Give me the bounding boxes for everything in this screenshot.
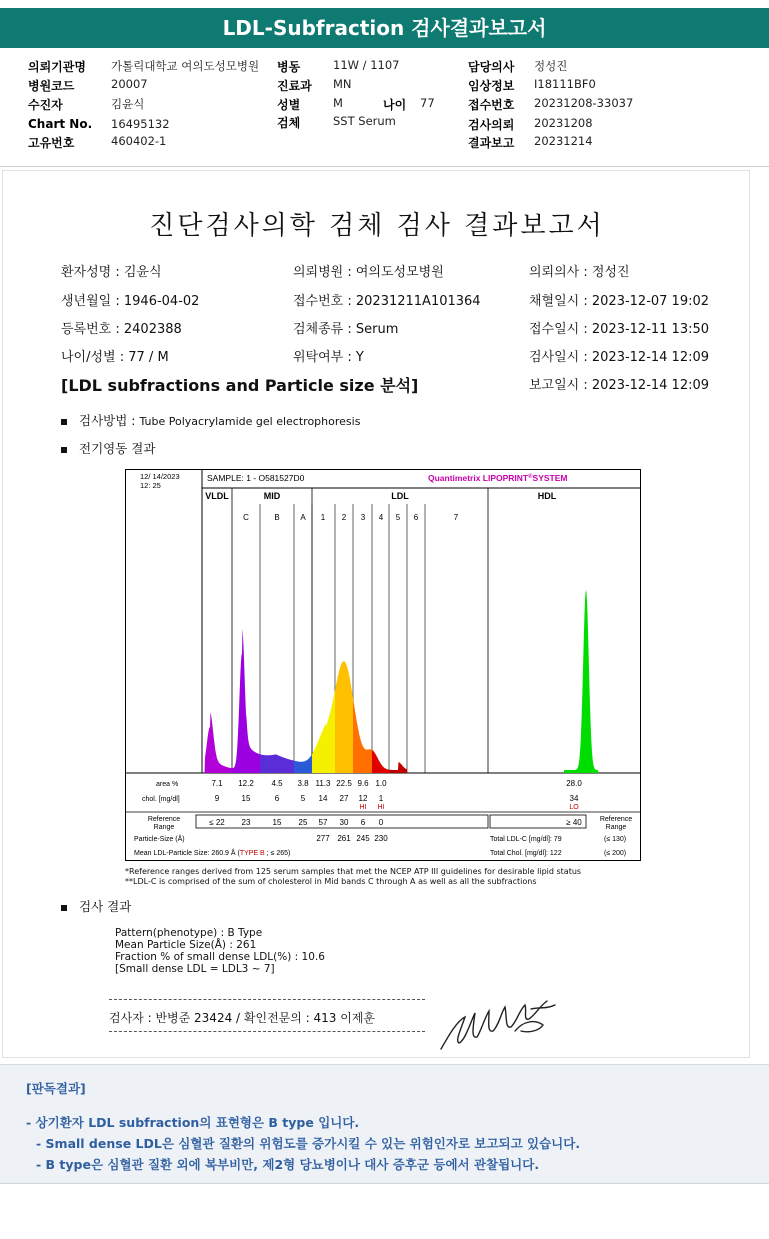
flag-hi: HI bbox=[359, 804, 367, 811]
signature-bottom-line bbox=[109, 1031, 425, 1032]
doc-title: 진단검사의학 검체 검사 결과보고서 bbox=[149, 211, 605, 241]
doctor-value: 정성진 bbox=[534, 59, 568, 73]
hospital-code-label: 병원코드 bbox=[28, 79, 75, 93]
area-value: 11.3 bbox=[315, 779, 331, 788]
signature-text: 검사자 : 반병준 23424 / 확인전문의 : 413 이제훈 bbox=[109, 1011, 376, 1025]
curve-segment-5 bbox=[312, 690, 335, 773]
test-request-label: 검사의뢰 bbox=[468, 118, 515, 132]
test-time: 검사일시 : 2023-12-14 12:09 bbox=[529, 350, 710, 365]
chol-value: 12 bbox=[358, 794, 368, 803]
curve-segment-2 bbox=[232, 629, 260, 773]
band-label-C: C bbox=[243, 513, 249, 522]
ref-label-line1: Reference bbox=[147, 816, 181, 823]
chol-value: 6 bbox=[274, 794, 280, 803]
total-ldl: Total LDL-C [mg/dl]: 79 bbox=[490, 836, 562, 843]
header-divider bbox=[0, 166, 769, 167]
area-value: 12.2 bbox=[238, 779, 254, 788]
header-info bbox=[0, 50, 769, 168]
group-label-vldl: VLDL bbox=[205, 491, 229, 501]
collection-time: 채혈일시 : 2023-12-07 19:02 bbox=[529, 294, 710, 309]
curve-segment-10 bbox=[564, 590, 602, 773]
unique-no-label: 고유번호 bbox=[28, 136, 75, 150]
area-value: 4.5 bbox=[271, 779, 283, 788]
particle-value: 277 bbox=[316, 834, 330, 843]
clinical-value: I18111BF0 bbox=[534, 77, 596, 91]
note-line: *Reference ranges derived from 125 serum samples that met the NCEP ATP III guidelines for desirable lipid status bbox=[125, 867, 582, 876]
band-label-4: 4 bbox=[378, 513, 384, 522]
report-title: LDL-Subfraction 검사결과보고서 bbox=[0, 8, 769, 48]
chart-no-label: Chart No. bbox=[28, 117, 93, 131]
chart-system-title: Quantimetrix LIPOPRINT®SYSTEM bbox=[428, 473, 568, 483]
ref-label-line2: Range bbox=[153, 824, 175, 831]
curve-segment-1 bbox=[204, 712, 232, 773]
area-value: 22.5 bbox=[336, 779, 352, 788]
curve-segment-6 bbox=[335, 661, 353, 773]
recipient-label: 수진자 bbox=[28, 98, 63, 112]
unique-no-value: 460402-1 bbox=[111, 134, 167, 148]
lipoprint-svg bbox=[126, 470, 640, 860]
electrophoresis-label: 전기영동 결과 bbox=[79, 441, 156, 456]
flag-lo: LO bbox=[569, 804, 579, 811]
ref-value: 57 bbox=[318, 818, 328, 827]
total-ldl-ref: (≤ 130) bbox=[604, 836, 627, 843]
receipt-time: 접수일시 : 2023-12-11 13:50 bbox=[529, 322, 710, 337]
interpretation-title: [판독결과] bbox=[26, 1081, 86, 1096]
pattern-line: Pattern(phenotype) : B Type bbox=[115, 927, 263, 939]
chol-value: 15 bbox=[241, 794, 251, 803]
result-report-label: 결과보고 bbox=[468, 136, 515, 150]
receipt-no: 접수번호 : 20231211A101364 bbox=[293, 294, 481, 309]
note-line: **LDL-C is comprised of the sum of cholesterol in Mid bands C through A as well as all the subfractions bbox=[125, 877, 537, 886]
chol-value: 1 bbox=[378, 794, 384, 803]
ref-value: ≤ 22 bbox=[209, 818, 225, 827]
area-value: 28.0 bbox=[566, 779, 582, 788]
age-label: 나이 bbox=[383, 98, 407, 112]
area-label: area % bbox=[156, 781, 179, 788]
signature-icon bbox=[435, 991, 565, 1057]
requester-label: 의뢰기관명 bbox=[28, 60, 86, 74]
group-label-hdl: HDL bbox=[537, 491, 557, 501]
specimen-label: 검체 bbox=[277, 116, 301, 130]
particle-label: Particle-Size (Å) bbox=[134, 836, 185, 843]
report-time: 보고일시 : 2023-12-14 12:09 bbox=[529, 378, 710, 393]
reception-no-label: 접수번호 bbox=[468, 98, 515, 112]
ward-label: 병동 bbox=[277, 60, 301, 74]
result-label: 검사 결과 bbox=[79, 899, 132, 914]
flag-hi: HI bbox=[377, 804, 385, 811]
signature-top-line bbox=[109, 999, 425, 1000]
band-label-5: 5 bbox=[395, 513, 401, 522]
analysis-title: [LDL subfractions and Particle size 분석] bbox=[61, 376, 419, 395]
reception-no-value: 20231208-33037 bbox=[534, 96, 634, 110]
chart-notes bbox=[125, 867, 581, 887]
ref-value: 23 bbox=[241, 818, 251, 827]
chol-value: 5 bbox=[300, 794, 306, 803]
interpretation-panel bbox=[0, 1064, 769, 1184]
ref-label-hdl-line1: Reference bbox=[599, 816, 633, 823]
doctor-label: 담당의사 bbox=[468, 60, 515, 74]
recipient-value: 김윤식 bbox=[111, 97, 145, 111]
band-label-1: 1 bbox=[320, 513, 326, 522]
clinical-label: 임상정보 bbox=[468, 79, 515, 93]
curve-segment-7 bbox=[353, 698, 372, 773]
band-label-A: A bbox=[300, 513, 306, 522]
requesting-doctor: 의뢰의사 : 정성진 bbox=[529, 265, 630, 280]
curve-segment-8 bbox=[372, 750, 389, 773]
method-label: 검사방법 : bbox=[79, 413, 140, 428]
chart-no-value: 16495132 bbox=[111, 117, 170, 131]
ref-value: 6 bbox=[360, 818, 366, 827]
electrophoresis-heading bbox=[61, 439, 155, 457]
bullet-icon bbox=[61, 447, 67, 453]
result-block bbox=[115, 927, 325, 975]
chart-time: 12: 25 bbox=[140, 481, 161, 490]
chol-value: 27 bbox=[339, 794, 349, 803]
chol-value: 14 bbox=[318, 794, 328, 803]
result-heading bbox=[61, 897, 131, 915]
requesting-hospital: 의뢰병원 : 여의도성모병원 bbox=[293, 265, 444, 280]
area-value: 3.8 bbox=[297, 779, 309, 788]
chart-date: 12/ 14/2023 bbox=[140, 472, 180, 481]
band-label-B: B bbox=[274, 513, 280, 522]
chol-label: chol. [mg/dl] bbox=[142, 796, 180, 803]
method-line bbox=[61, 411, 360, 429]
sex-label: 성별 bbox=[277, 98, 301, 112]
mean-particle-size: Mean LDL-Particle Size: 260.9 Å (TYPE B ; ≤ 265) bbox=[134, 850, 291, 857]
result-report-value: 20231214 bbox=[534, 134, 593, 148]
ref-value: 0 bbox=[378, 818, 384, 827]
bullet-icon bbox=[61, 905, 67, 911]
registration-no: 등록번호 : 2402388 bbox=[61, 322, 182, 337]
total-chol: Total Chol. [mg/dl]: 122 bbox=[490, 850, 562, 857]
hospital-code-value: 20007 bbox=[111, 77, 148, 91]
interpretation-line: - Small dense LDL은 심혈관 질환의 위험도를 증가시킬 수 있는 위험인자로 보고되고 있습니다. bbox=[36, 1136, 581, 1151]
specimen-type: 검체종류 : Serum bbox=[293, 322, 399, 337]
area-value: 9.6 bbox=[357, 779, 369, 788]
requester-value: 가톨릭대학교 여의도성모병원 bbox=[111, 59, 260, 73]
chol-value: 34 bbox=[569, 794, 579, 803]
birth-date: 생년월일 : 1946-04-02 bbox=[61, 294, 200, 309]
band-label-3: 3 bbox=[360, 513, 366, 522]
lipoprint-chart bbox=[125, 469, 641, 861]
age-value: 77 bbox=[420, 96, 435, 110]
consignment: 위탁여부 : Y bbox=[293, 350, 364, 365]
ref-value: 30 bbox=[339, 818, 349, 827]
bullet-icon bbox=[61, 419, 67, 425]
mean-size-line: Mean Particle Size(Å) : 261 bbox=[115, 939, 257, 951]
method-value: Tube Polyacrylamide gel electrophoresis bbox=[139, 415, 361, 428]
ref-value: 25 bbox=[298, 818, 308, 827]
ref-label-hdl-line2: Range bbox=[605, 824, 627, 831]
ref-value: 15 bbox=[272, 818, 282, 827]
curve-segment-4 bbox=[294, 754, 312, 773]
small-dense-line: [Small dense LDL = LDL3 ~ 7] bbox=[115, 963, 275, 975]
particle-value: 230 bbox=[374, 834, 388, 843]
interpretation-line: - 상기환자 LDL subfraction의 표현형은 B type 입니다. bbox=[26, 1115, 360, 1130]
curve-segment-9 bbox=[389, 762, 407, 773]
hdl-ref-value: ≥ 40 bbox=[566, 818, 582, 827]
sex-value: M bbox=[333, 96, 343, 110]
chol-value: 9 bbox=[214, 794, 220, 803]
particle-value: 261 bbox=[337, 834, 351, 843]
band-label-2: 2 bbox=[341, 513, 347, 522]
particle-value: 245 bbox=[356, 834, 370, 843]
ward-value: 11W / 1107 bbox=[333, 58, 400, 72]
group-label-mid: MID bbox=[263, 491, 281, 501]
total-chol-ref: (≤ 200) bbox=[604, 850, 627, 857]
age-sex: 나이/성별 : 77 / M bbox=[61, 350, 169, 365]
interpretation-line: - B type은 심혈관 질환 외에 복부비만, 제2형 당뇨병이나 대사 증후군 등에서 관찰됩니다. bbox=[36, 1157, 540, 1172]
fraction-line: Fraction % of small dense LDL(%) : 10.6 bbox=[115, 951, 325, 963]
patient-name: 환자성명 : 김윤식 bbox=[61, 265, 162, 280]
dept-value: MN bbox=[333, 77, 352, 91]
band-label-6: 6 bbox=[413, 513, 419, 522]
test-request-value: 20231208 bbox=[534, 116, 593, 130]
area-value: 1.0 bbox=[375, 779, 387, 788]
group-label-ldl: LDL bbox=[391, 491, 409, 501]
report-document bbox=[2, 170, 750, 1058]
band-label-7: 7 bbox=[453, 513, 459, 522]
chart-sample: SAMPLE: 1 - O581527D0 bbox=[207, 473, 305, 483]
area-value: 7.1 bbox=[211, 779, 223, 788]
specimen-value: SST Serum bbox=[333, 114, 396, 128]
curve-segment-3 bbox=[260, 754, 294, 773]
dept-label: 진료과 bbox=[277, 79, 312, 93]
